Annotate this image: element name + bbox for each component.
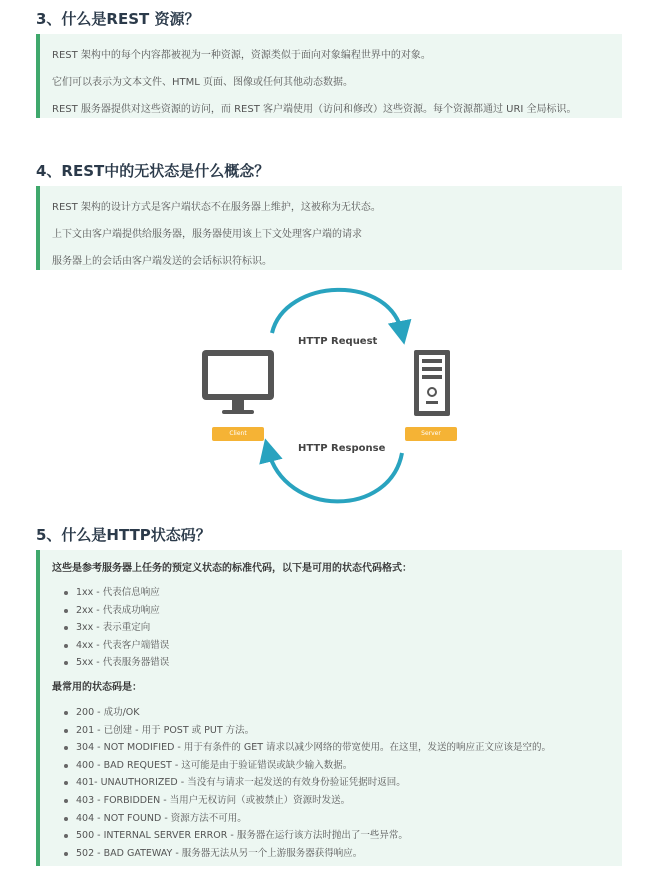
q5-callout bbox=[36, 550, 622, 866]
q3-line-1: REST 架构中的每个内容都被视为一种资源，资源类似于面向对象编程世界中的对象。 bbox=[52, 50, 431, 61]
list-item: 502 - BAD GATEWAY - 服务器无法从另一个上游服务器获得响应。 bbox=[76, 845, 622, 863]
list-item: 500 - INTERNAL SERVER ERROR - 服务器在运行该方法时抛出了一些异常。 bbox=[76, 827, 622, 845]
q5-heading: 5、什么是HTTP状态码？ bbox=[36, 526, 211, 544]
list-item: 400 - BAD REQUEST - 这可能是由于验证错误或缺少输入数据。 bbox=[76, 757, 622, 775]
http-response-label: HTTP Response bbox=[298, 443, 386, 454]
common-codes-title: 最常用的状态码是： bbox=[52, 681, 142, 693]
list-item: 304 - NOT MODIFIED - 用于有条件的 GET 请求以减少网络的带宽使用。在这里，发送的响应正文应该是空的。 bbox=[76, 739, 622, 757]
common-status-list bbox=[52, 704, 622, 862]
client-server-diagram bbox=[190, 278, 470, 508]
http-request-label: HTTP Request bbox=[298, 336, 378, 347]
list-item: 2xx - 代表成功响应 bbox=[76, 602, 622, 620]
list-item: 1xx - 代表信息响应 bbox=[76, 584, 622, 602]
client-tag: Client bbox=[212, 427, 264, 441]
response-arrow bbox=[268, 450, 402, 501]
q4-line-3: 服务器上的会话由客户端发送的会话标识符标识。 bbox=[52, 256, 272, 267]
list-item: 404 - NOT FOUND - 资源方法不可用。 bbox=[76, 810, 622, 828]
list-item: 5xx - 代表服务器错误 bbox=[76, 654, 622, 672]
list-item: 403 - FORBIDDEN - 当用户无权访问（或被禁止）资源时发送。 bbox=[76, 792, 622, 810]
q3-callout bbox=[36, 34, 622, 118]
list-item: 401- UNAUTHORIZED - 当没有与请求一起发送的有效身份验证凭据时返回。 bbox=[76, 774, 622, 792]
q4-heading: 4、REST中的无状态是什么概念？ bbox=[36, 162, 270, 180]
q3-line-3: REST 服务器提供对这些资源的访问，而 REST 客户端使用（访问和修改）这些资源。每个资源都通过 URI 全局标识。 bbox=[52, 104, 577, 115]
request-arrow bbox=[272, 290, 402, 333]
q3-heading: 3、什么是REST 资源？ bbox=[36, 10, 200, 28]
q4-line-2: 上下文由客户端提供给服务器，服务器使用该上下文处理客户端的请求 bbox=[52, 229, 362, 240]
list-item: 4xx - 代表客户端错误 bbox=[76, 637, 622, 655]
q4-line-1: REST 架构的设计方式是客户端状态不在服务器上维护，这被称为无状态。 bbox=[52, 202, 381, 213]
server-tower-icon bbox=[414, 350, 450, 416]
q4-callout bbox=[36, 186, 622, 270]
status-format-list bbox=[52, 584, 622, 672]
list-item: 3xx - 表示重定向 bbox=[76, 619, 622, 637]
q5-intro: 这些是参考服务器上任务的预定义状态的标准代码，以下是可用的状态代码格式： bbox=[52, 563, 412, 574]
monitor-icon bbox=[202, 350, 274, 414]
server-tag: Server bbox=[405, 427, 457, 441]
list-item: 200 - 成功/OK bbox=[76, 704, 622, 722]
q3-line-2: 它们可以表示为文本文件、HTML 页面、图像或任何其他动态数据。 bbox=[52, 77, 354, 88]
diagram-graphics bbox=[190, 278, 470, 508]
list-item: 201 - 已创建 - 用于 POST 或 PUT 方法。 bbox=[76, 722, 622, 740]
